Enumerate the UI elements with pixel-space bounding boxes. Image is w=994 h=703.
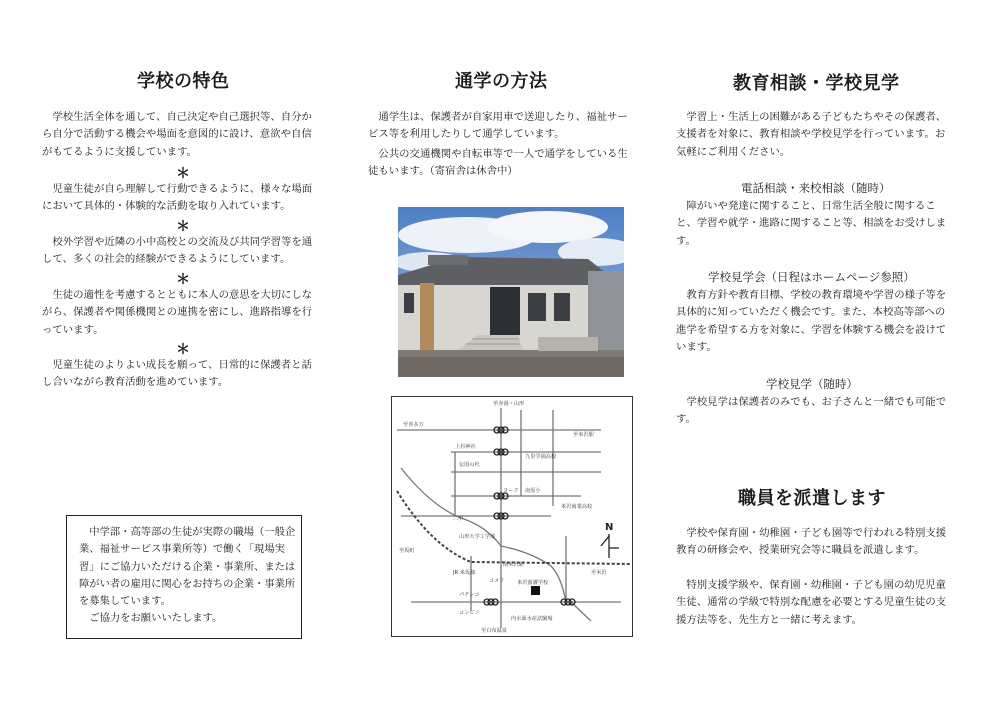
school-location-marker	[531, 586, 540, 595]
map-label-top: 至赤湯・山形	[493, 401, 525, 407]
separator-asterisk: ＊	[176, 272, 190, 288]
map-label-right-bottom: 至米沢	[591, 570, 607, 576]
separator-asterisk: ＊	[176, 166, 190, 182]
consultation-paragraph-tour-event: 教育方針や教育目標、学校の教育環境や学習の様子等を具体的に知っていただく機会です。また、本校高等部への進学を希望する方を対象に、学習を体験する機会を設けています。	[676, 289, 947, 353]
map-label-left-mid: 至坂町	[399, 548, 415, 554]
consultation-paragraph-phone: 障がいや発達に関すること、日常生活全般に関すること、学習や就学・進路に関すること等、相談をお受けします。	[676, 200, 947, 247]
map-label-pachinko: パチンコ	[459, 592, 480, 598]
consultation-paragraph-tour: 学校見学は保護者のみでも、お子さんと一緒でも可能です。	[676, 396, 947, 426]
consultation-paragraph-intro: 学習上・生活上の困難がある子どもたちやその保護者、支援者を対象に、教育相談や学校見学を行っています。お気軽にご利用ください。	[676, 111, 947, 158]
map-label-bottom: 至白布温泉	[481, 628, 507, 634]
map-label-jr: JR 米坂線	[453, 570, 476, 576]
map-label-conv: コンビニ	[459, 610, 480, 616]
map-label-target: 米沢養護学校	[517, 580, 549, 586]
access-map	[391, 396, 633, 637]
features-paragraph-3: 校外学習や近隣の小中高校との交流及び共同学習等を通して、多くの社会的経験ができるようにしています。	[42, 236, 313, 266]
north-label: N	[605, 522, 614, 533]
map-label-station: 南米沢駅	[503, 562, 524, 568]
map-label-komeri: コメリ	[489, 578, 505, 584]
separator-asterisk: ＊	[176, 219, 190, 235]
map-label-right-top: 至米沢駅	[573, 432, 594, 438]
section-title-features: 学校の特色	[137, 71, 230, 92]
separator-asterisk: ＊	[176, 342, 190, 358]
features-paragraph-2: 児童生徒が自ら理解して行動できるように、様々な場面において具体的・体験的な活動を取り入れています。	[42, 183, 313, 213]
map-label-school2: 米沢商業高校	[561, 504, 593, 510]
section-title-consultation: 教育相談・学校見学	[733, 73, 900, 94]
subheading-school-tour: 学校見学（随時）	[766, 377, 858, 391]
subheading-phone-consultation: 電話相談・来校相談（随時）	[741, 181, 891, 195]
dispatch-paragraph-2: 特別支援学級や、保育園・幼稚園・子ども園の幼児児童生徒、通常の学級で特別な配慮を必要とする児童生徒の支援方法等を、先生方と一緒に考えます。	[676, 579, 947, 626]
section-title-commute: 通学の方法	[455, 71, 548, 92]
commute-paragraph-2: 公共の交通機関や自転車等で一人で通学をしている生徒もいます。（寄宿舎は休舎中）	[368, 148, 628, 178]
map-label-test: 内水面水産試験場	[511, 616, 553, 622]
section-title-staff-dispatch: 職員を派遣します	[738, 488, 886, 509]
recruitment-notice-box	[66, 515, 302, 639]
map-label-park: 伝国の杜	[459, 462, 480, 468]
features-paragraph-4: 生徒の適性を考慮するとともに本人の意思を大切にしながら、保護者や関係機関との連携を密にし、進路指導を行っています。	[42, 289, 313, 336]
commute-paragraph-1: 通学生は、保護者が自家用車で送迎したり、福祉サービス等を利用したりして通学しています。	[368, 111, 628, 141]
school-building-photo	[398, 207, 624, 377]
map-label-shrine: 上杉神社	[455, 444, 476, 450]
map-label-yorke: ヨーク	[503, 488, 519, 494]
map-label-junior: 二中	[453, 516, 464, 522]
map-label-left-top: 至喜多方	[403, 422, 424, 428]
recruitment-notice-text: 中学部・高等部の生徒が実際の職場（一般企業、福祉サービス事業所等）で働く「現場実習」にご協力いただける企業・事業所、または障がい者の雇用に関心をお持ちの企業・事業所を募集しています。 ご協力をお願いいたします。	[79, 526, 296, 625]
map-label-city-hall: 九里学園高校	[525, 454, 557, 460]
subheading-school-tour-event: 学校見学会（日程はホームページ参照）	[708, 270, 915, 284]
features-paragraph-1: 学校生活全体を通して、自己決定や自己選択等、自分から自分で活動する機会や場面を意図的に設け、意欲や自信がもてるように支援しています。	[42, 111, 312, 158]
map-label-school1: 南原小	[525, 488, 541, 494]
features-paragraph-5: 児童生徒のよりよい成長を願って、日常的に保護者と話し合いながら教育活動を進めています。	[42, 359, 312, 389]
dispatch-paragraph-1: 学校や保育園・幼稚園・子ども園等で行われる特別支援教育の研修会や、授業研究会等に職員を派遣します。	[676, 527, 947, 557]
map-label-univ: 山形大学工学部	[459, 534, 496, 540]
